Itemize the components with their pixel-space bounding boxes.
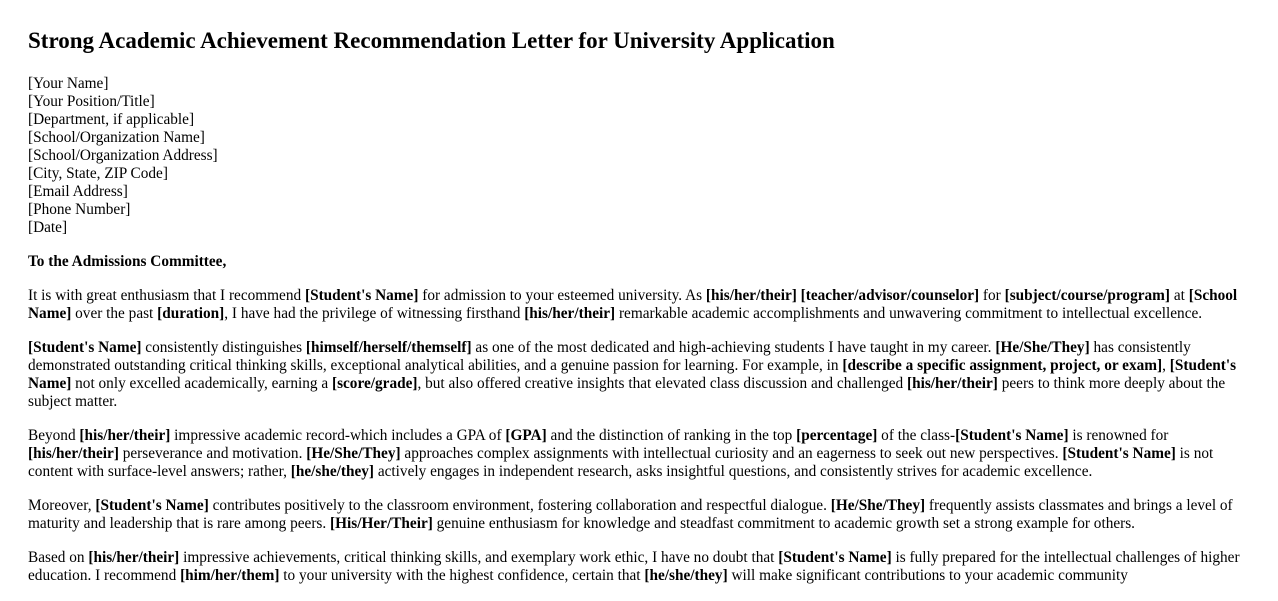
text-segment: impressive academic record-which includes a GPA of (170, 427, 506, 444)
placeholder-field: [his/her/their] (906, 375, 998, 392)
letter-paragraph (28, 497, 1250, 533)
sender-line: [School/Organization Address] (28, 147, 218, 164)
placeholder-field: [himself/herself/themself] (305, 339, 472, 356)
placeholder-field: [duration] (157, 305, 225, 322)
sender-address-block (28, 75, 1250, 237)
letter-paragraph (28, 339, 1250, 411)
letter-paragraph (28, 427, 1250, 481)
sender-line: [Your Name] (28, 75, 109, 92)
placeholder-field: [Student's Name] (304, 287, 419, 304)
page-title: Strong Academic Achievement Recommendation Letter for University Application (28, 28, 835, 53)
text-segment: as one of the most dedicated and high-achieving students I have taught in my career. (471, 339, 996, 356)
placeholder-field: [Student's Name] (28, 357, 1237, 392)
text-segment: and the distinction of ranking in the top (546, 427, 797, 444)
placeholder-field: [his/her/their] (88, 549, 180, 566)
placeholder-field: [score/grade] (331, 375, 418, 392)
text-segment: is renowned for (1068, 427, 1169, 444)
text-segment: is not content with surface-level answers; rather, (28, 445, 1214, 480)
placeholder-field: [his/her/their] (28, 445, 119, 462)
placeholder-field: [GPA] (505, 427, 547, 444)
text-segment: peers to think more deeply about the subject matter. (28, 375, 1226, 410)
text-segment: for admission to your esteemed university. As (418, 287, 706, 304)
text-segment: will make significant contributions to your academic community (727, 567, 1128, 584)
text-segment: approaches complex assignments with intellectual curiosity and an eagerness to seek out new perspectives. (400, 445, 1063, 462)
placeholder-field: [He/She/They] (830, 497, 926, 514)
sender-line: [City, State, ZIP Code] (28, 165, 168, 182)
placeholder-field: [subject/course/program] (1004, 287, 1171, 304)
sender-line: [Email Address] (28, 183, 128, 200)
text-segment: It is with great enthusiasm that I recommend (28, 287, 305, 304)
letter-document (28, 0, 1250, 585)
text-segment: not only excelled academically, earning a (71, 375, 332, 392)
sender-line: [Department, if applicable] (28, 111, 195, 128)
sender-line: [School/Organization Name] (28, 129, 205, 146)
placeholder-field: [Student's Name] (955, 427, 1069, 444)
text-segment: Beyond (28, 427, 80, 444)
placeholder-field: [he/she/they] (644, 567, 728, 584)
placeholder-field: [Student's Name] (1062, 445, 1176, 462)
placeholder-field: [him/her/them] (180, 567, 280, 584)
letter-paragraph (28, 287, 1250, 323)
sender-line: [Date] (28, 219, 68, 236)
placeholder-field: [his/her/their] (524, 305, 616, 322)
text-segment: to your university with the highest confidence, certain that (279, 567, 645, 584)
text-segment: , I have had the privilege of witnessing firsthand (224, 305, 525, 322)
text-segment: for (979, 287, 1005, 304)
sender-line: [Your Position/Title] (28, 93, 155, 110)
text-segment: of the class- (877, 427, 956, 444)
text-segment: has consistently demonstrated outstanding critical thinking skills, exceptional analytical abilities, and a genuine passion for learning. For example, in (28, 339, 1191, 374)
text-segment: genuine enthusiasm for knowledge and steadfast commitment to academic growth set a strong example for others. (432, 515, 1136, 532)
text-segment: actively engages in independent research, asks insightful questions, and consistently strives for academic excellence. (374, 463, 1093, 480)
placeholder-field: [percentage] (796, 427, 878, 444)
placeholder-field: [His/Her/Their] (330, 515, 433, 532)
text-segment: frequently assists classmates and brings a level of maturity and leadership that is rare among peers. (28, 497, 1233, 532)
text-segment: is fully prepared for the intellectual challenges of higher education. I recommend (28, 549, 1240, 584)
placeholder-field: [School Name] (28, 287, 1238, 322)
text-segment: , (1162, 357, 1170, 374)
text-segment: Based on (28, 549, 89, 566)
placeholder-field: [describe a specific assignment, project, or exam] (842, 357, 1163, 374)
salutation: To the Admissions Committee, (28, 253, 227, 270)
placeholder-field: [his/her/their] (705, 287, 797, 304)
text-segment: consistently distinguishes (141, 339, 306, 356)
text-segment: over the past (71, 305, 158, 322)
placeholder-field: [He/She/They] (995, 339, 1090, 356)
text-segment: at (1170, 287, 1189, 304)
placeholder-field: [he/she/they] (290, 463, 375, 480)
placeholder-field: [Student's Name] (28, 339, 142, 356)
placeholder-field: [his/her/their] (79, 427, 171, 444)
placeholder-field: [Student's Name] (778, 549, 892, 566)
text-segment: Moreover, (28, 497, 96, 514)
text-segment: remarkable academic accomplishments and unwavering commitment to intellectual excellence. (615, 305, 1203, 322)
text-segment: contributes positively to the classroom environment, fostering collaboration and respectful dialogue. (208, 497, 831, 514)
letter-paragraph (28, 549, 1250, 585)
sender-line: [Phone Number] (28, 201, 131, 218)
placeholder-field: [He/She/They] (306, 445, 401, 462)
text-segment: perseverance and motivation. (118, 445, 307, 462)
text-segment: , but also offered creative insights that elevated class discussion and challenged (417, 375, 907, 392)
text-segment: impressive achievements, critical thinking skills, and exemplary work ethic, I have no doubt that (179, 549, 779, 566)
placeholder-field: [teacher/advisor/counselor] (800, 287, 980, 304)
placeholder-field: [Student's Name] (95, 497, 209, 514)
